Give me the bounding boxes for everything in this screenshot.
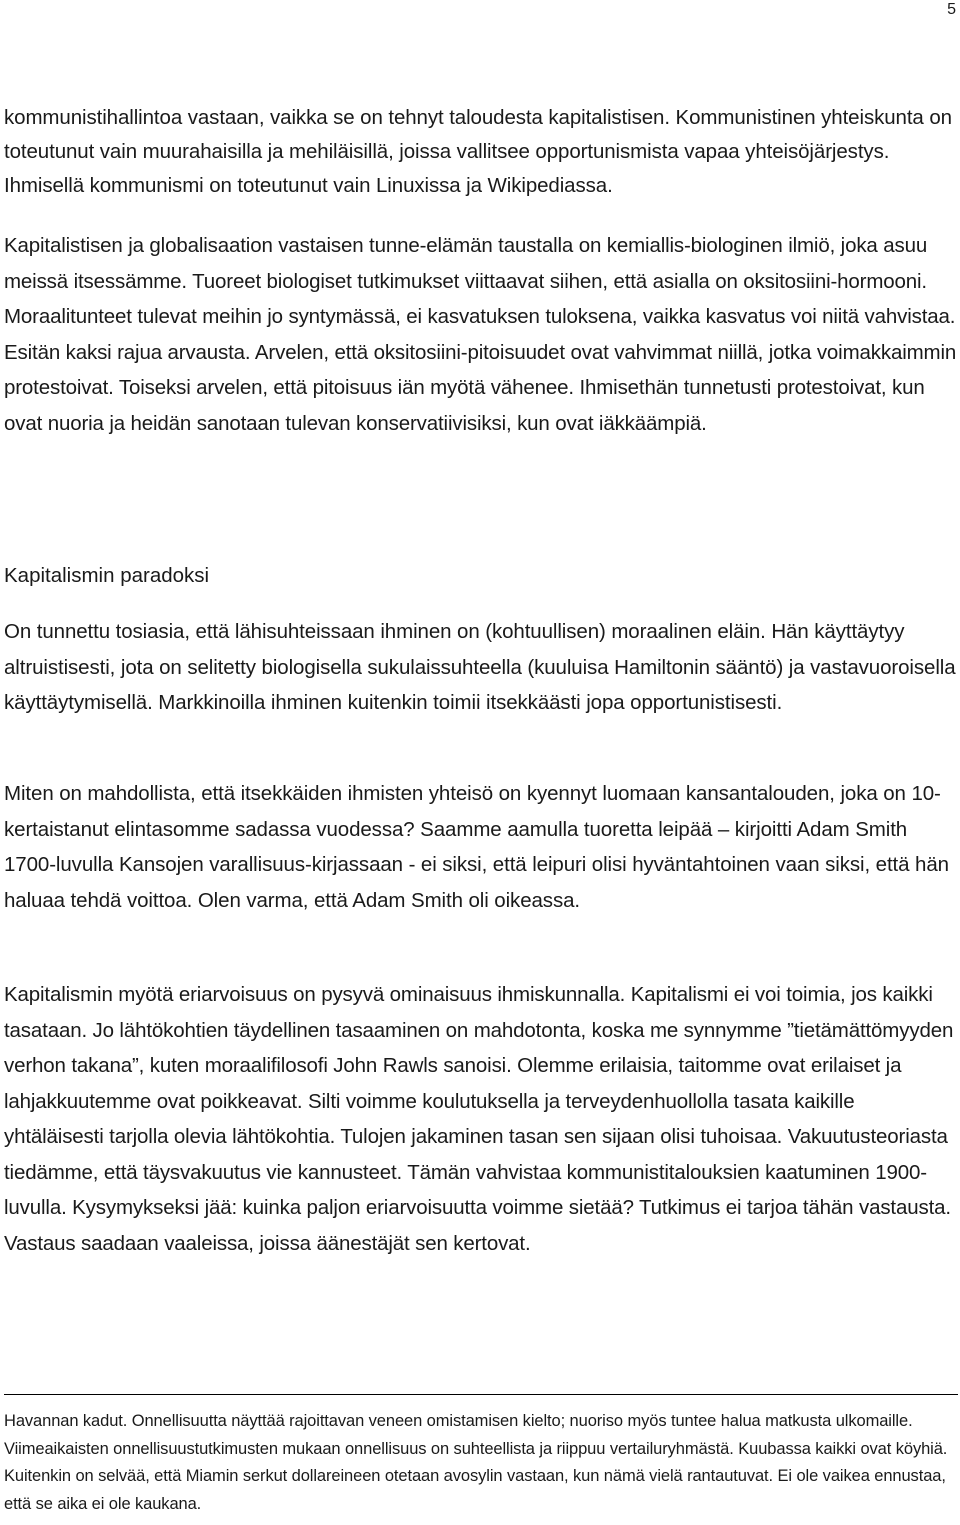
paragraph-adam-smith: Miten on mahdollista, että itsekkäiden ihmisten yhteisö on kyennyt luomaan kansantalouden, joka on 10-kertaistanut elintasomme sadassa vuodessa? Saamme aamulla tuoretta leipää – kirjoitti Adam Smith 1700-luvulla Kansojen varallisuus-kirjassaan - ei siksi, että leipuri olisi hyväntahtoinen vaan siksi, että hän haluaa tehdä voittoa. Olen varma, että Adam Smith oli oikeassa. (4, 782, 949, 912)
paragraph-communism: kommunistihallintoa vastaan, vaikka se on tehnyt taloudesta kapitalistisen. Kommunistinen yhteiskunta on toteutunut vain muurahaisilla ja mehiläisillä, joissa vallitsee opportunismista vapaa yhteisöjärjestys. Ihmisellä kommunismi on toteutunut vain Linuxissa ja Wikipediassa. (4, 106, 952, 197)
paragraph-moral-animal: On tunnettu tosiasia, että lähisuhteissaan ihminen on (kohtuullisen) moraalinen eläin. Hän käyttäytyy altruistisesti, jota on selitetty biologisella sukulaissuhteella (kuuluisa Hamiltonin sääntö) ja vastavuoroisella käyttäytymisellä. Markkinoilla ihminen kuitenkin toimii itsekkäästi jopa opportunistisesti. (4, 620, 956, 714)
paragraph-inequality: Kapitalismin myötä eriarvoisuus on pysyvä ominaisuus ihmiskunnalla. Kapitalismi ei voi toimia, jos kaikki tasataan. Jo lähtökohtien täydellinen tasaaminen on mahdotonta, koska me synnymme ”tietämättömyyden verhon takana”, kuten moraalifilosofi John Rawls sanoisi. Olemme erilaisia, taitomme ovat erilaiset ja lahjakkuutemme ovat poikkeavat. Silti voimme koulutuksella ja terveydenhuollolla tasata kaikille yhtäläisesti tarjolla olevia lähtökohtia. Tulojen jakaminen tasan sen sijaan olisi tuhoisaa. Vakuutusteoriasta tiedämme, että täysvakuutus vie kannusteet. Tämän vahvistaa kommunistitalouksien kaatuminen 1900-luvulla. Kysymykseksi jää: kuinka paljon eriarvoisuutta voimme sietää? Tutkimus ei tarjoa tähän vastausta. Vastaus saadaan vaaleissa, joissa äänestäjät sen kertovat. (4, 983, 954, 1255)
paragraph-oxytocin: Kapitalistisen ja globalisaation vastaisen tunne-elämän taustalla on kemiallis-biologinen ilmiö, joka asuu meissä itsessämme. Tuoreet biologiset tutkimukset viittaavat siihen, että asialla on oksitosiini-hormooni. Moraalitunteet tulevat meihin jo syntymässä, ei kasvatuksen tuloksena, vaikka kasvatus voi niitä vahvistaa. Esitän kaksi rajua arvausta. Arvelen, että oksitosiini-pitoisuudet ovat vahvimmat niillä, jotka voimakkaimmin protestoivat. Toiseksi arvelen, että pitoisuus iän myötä vähenee. Ihmisethän tunnetusti protestoivat, kun ovat nuoria ja heidän sanotaan tulevan konservatiivisiksi, kun ovat iäkkäämpiä. (4, 234, 957, 435)
section-heading: Kapitalismin paradoksi (4, 564, 210, 587)
footnote-text: Havannan kadut. Onnellisuutta näyttää rajoittavan veneen omistamisen kielto; nuoriso myös tuntee halua matkusta ulkomaille. Viimeaikaisten onnellisuustutkimusten mukaan onnellisuus on suhteellista ja riippuu vertailuryhmästä. Kuubassa kaikki ovat köyhiä. Kuitenkin on selvää, että Miamin serkut dollareineen otetaan avosylin vastaan, kun nämä vielä rantautuvat. Ei ole vaikea ennustaa, että se aika ei ole kaukana. (4, 1412, 948, 1513)
footnote-divider (4, 1394, 958, 1395)
page-number: 5 (947, 1, 956, 18)
